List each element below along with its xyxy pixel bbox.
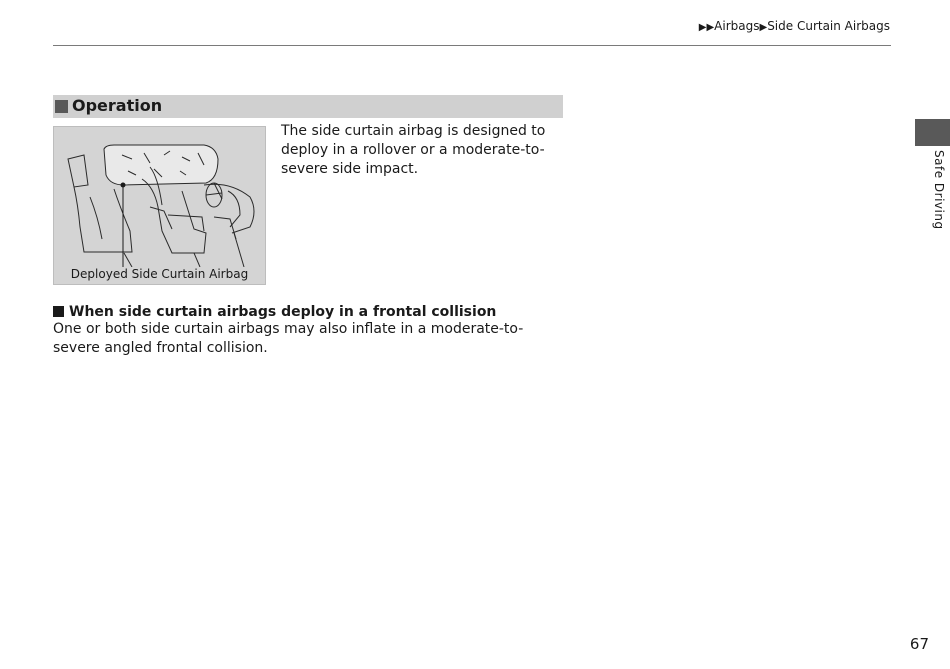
chapter-tab[interactable] xyxy=(915,119,950,146)
section-title: Operation xyxy=(72,96,163,115)
airbag-figure xyxy=(53,126,266,285)
subsection-body: One or both side curtain airbags may also inflate in a moderate-to-severe angled frontal collision. xyxy=(53,321,524,356)
page-number: 67 xyxy=(909,635,929,653)
section-square-icon xyxy=(55,100,68,113)
section-body: The side curtain airbag is designed to deploy in a rollover or a moderate-to-severe side impact. xyxy=(281,123,546,177)
chapter-tab-label[interactable]: Safe Driving xyxy=(932,150,946,230)
breadcrumb-section[interactable]: Airbags xyxy=(714,19,760,33)
car-interior-illustration xyxy=(54,127,266,285)
subsection-square-icon xyxy=(53,306,64,317)
subsection-title-text: When side curtain airbags deploy in a frontal collision xyxy=(69,304,497,320)
breadcrumb-separator-icon: ▶ xyxy=(759,22,768,33)
figure-caption: Deployed Side Curtain Airbag xyxy=(54,267,265,281)
section-header xyxy=(53,95,563,118)
subsection-title xyxy=(53,304,496,320)
header-rule xyxy=(53,45,891,46)
breadcrumb-page[interactable]: Side Curtain Airbags xyxy=(767,19,890,33)
breadcrumb-arrows-icon: ▶▶ xyxy=(698,22,715,33)
breadcrumb xyxy=(699,19,890,33)
